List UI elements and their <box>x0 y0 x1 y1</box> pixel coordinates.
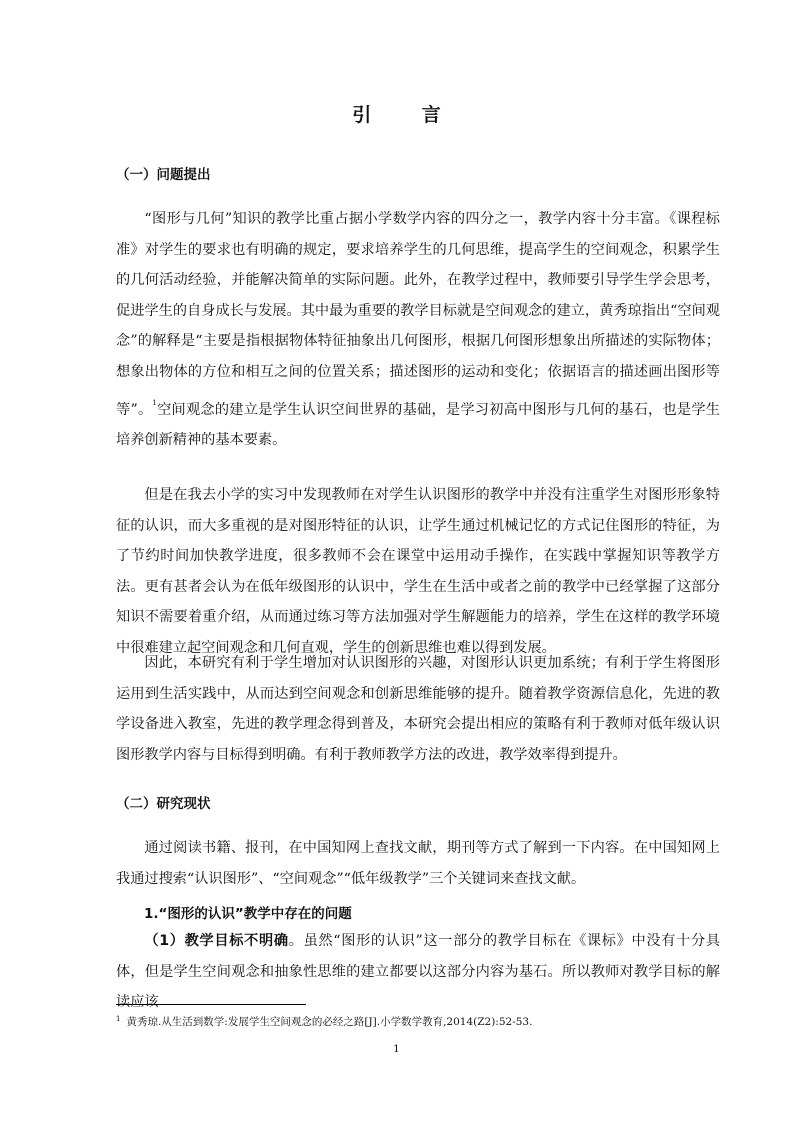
section-heading-problem: （一）问题提出 <box>116 167 211 183</box>
paragraph-literature: 通过阅读书籍、报刊，在中国知网上查找文献，期刊等方式了解到一下内容。在中国知网上我通过搜索“认识图形”、“空间观念”“低年级教学”三个关键词来查找文献。 <box>116 840 720 887</box>
paragraph-intro-text: “图形与几何”知识的教学比重占据小学数学内容的四分之一，教学内容十分丰富。《课程标准》对学生的要求也有明确的规定，要求培养学生的几何思维，提高学生的空间观念，积累学生的几何活动经验，并能解决简单的实际问题。此外，在教学过程中，教师要引导学生学会思考，促进学生的自身成长与发展。其中最为重要的教学目标就是空间观念的建立，黄秀琼指出“空间观念”的解释是“主要是指根据物体特征抽象出几何图形，根据几何图形想象出所描述的实际物体；想象出物体的方位和相互之间的位置关系；描述图形的运动和变化；依据语言的描述画出图形等等”。 <box>116 211 720 418</box>
item-label: （1）教学目标不明确 <box>144 933 289 949</box>
paragraph-significance: 因此，本研究有利于学生增加对认识图形的兴趣，对图形认识更加系统；有利于学生将图形运用到生活实践中，从而达到空间观念和创新思维能够的提升。随着教学资源信息化，先进的教学设备进入教室，先进的教学理念得到普及，本研究会提出相应的策略有利于教师对低年级认识图形教学内容与目标得到明确。有利于教师教学方法的改进，教学效率得到提升。 <box>116 655 720 763</box>
page-number: 1 <box>393 1043 400 1055</box>
paragraph-practice: 但是在我去小学的实习中发现教师在对学生认识图形的教学中并没有注重学生对图形形象特征的认识，而大多重视的是对图形特征的认识，让学生通过机械记忆的方式记住图形的特征，为了节约时间加快教学进度，很多教师不会在课堂中运用动手操作，在实践中掌握知识等教学方法。更有甚者会认为在低年级图形的认识中，学生在生活中或者之前的教学中已经掌握了这部分知识不需要着重介绍，从而通过练习等方法加强对学生解题能力的培养，学生在这样的教学环境中很难建立起空间观念和几何直观，学生的创新思维也难以得到发展。 <box>116 487 720 656</box>
page-title: 引 言 <box>352 104 463 126</box>
paragraph-intro <box>116 204 720 456</box>
paragraph-intro-text-continued: 空间观念的建立是学生认识空间世界的基础，是学习初高中图形与几何的基石，也是学生培养创新精神的基本要素。 <box>116 401 720 449</box>
item-text: 。虽然“图形的认识”这一部分的教学目标在《课标》中没有十分具体，但是学生空间观念和抽象性思维的建立都要以这部分内容为基石。所以教师对教学目标的解读应该 <box>116 933 721 1011</box>
footnote <box>116 1014 532 1029</box>
footnote-text: 黄秀琼.从生活到数学:发展学生空间观念的必经之路[J].小学数学教育,2014(Z2):52-53. <box>126 1016 533 1028</box>
subsection-heading-problems: 1.“图形的认识”教学中存在的问题 <box>144 906 352 922</box>
footnote-divider <box>116 1004 306 1005</box>
footnote-reference[interactable]: 1 <box>152 398 157 407</box>
footnote-mark: 1 <box>116 1015 121 1023</box>
section-heading-status: （二）研究现状 <box>116 796 211 812</box>
